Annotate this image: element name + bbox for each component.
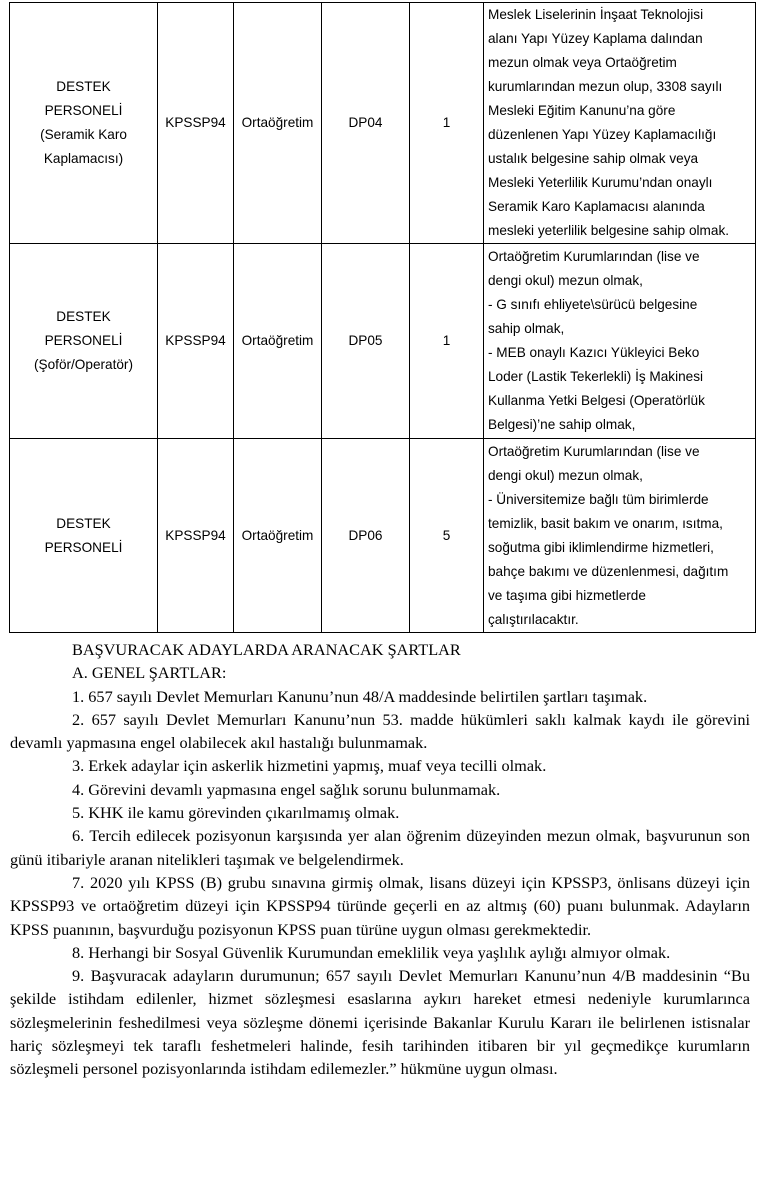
position-title-line: (Seramik Karo — [40, 127, 127, 142]
qualification-line: Loder (Lastik Tekerlekli) İş Makinesi — [488, 369, 704, 384]
qualification-line: temizlik, basit bakım ve onarım, ısıtma, — [488, 515, 723, 531]
count-cell: 5 — [410, 439, 484, 633]
qualification-line: dengi okul) mezun olmak, — [488, 467, 643, 483]
qualification-line: sahip olmak, — [488, 321, 565, 336]
requirement-item: 1. 657 sayılı Devlet Memurları Kanunu’nun 48/A maddesinde belirtilen şartları taşımak. — [72, 686, 648, 706]
requirement-item: 5. KHK ile kamu görevinden çıkarılmamış olmak. — [72, 803, 400, 823]
requirement-item: 3. Erkek adaylar için askerlik hizmetini yapmış, muaf veya tecilli olmak. — [72, 756, 547, 776]
section-heading: BAŞVURACAK ADAYLARDA ARANACAK ŞARTLAR — [72, 640, 461, 659]
qualification-line: bahçe bakımı ve düzenlenmesi, dağıtım — [488, 563, 729, 579]
qualification-line: Meslek Liselerinin İnşaat Teknolojisi — [488, 7, 704, 22]
qualification-line: kurumlarından mezun olup, 3308 sayılı — [488, 79, 723, 94]
score-type-cell: KPSSP94 — [158, 3, 234, 244]
education-cell: Ortaöğretim — [234, 244, 322, 439]
qualification-line: Seramik Karo Kaplamacısı alanında — [488, 199, 705, 214]
position-title-line: PERSONELİ — [44, 333, 123, 348]
qualifications-cell — [484, 3, 756, 244]
requirement-item: 9. Başvuracak adayların durumunun; 657 sayılı Devlet Memurları Kanunu’nun 4/B maddesinin “Bu şekilde istihdam edilenler, hizmet sözleşmesi esaslarına aykırı hareket etmesi nedeniyle kurumlarınca sözleşmelerinin feshedilmesi veya sözleşme dönemi içerisinde Bakanlar Kurulu Kararı ile belirlenen istisnalar hariç sözleşmeyi tek taraflı feshetmeleri halinde, fesih tarihinden itibaren bir yıl geçmedikçe kurumların sözleşmeli personel pozisyonlarında istihdam edilemezler.” hükmüne uygun olması. — [10, 966, 750, 1079]
education-cell: Ortaöğretim — [234, 3, 322, 244]
qualification-line: çalıştırılacaktır. — [488, 611, 579, 627]
position-title-line: PERSONELİ — [44, 539, 123, 555]
position-title-line: PERSONELİ — [44, 103, 123, 118]
qualification-line: mezun olmak veya Ortaöğretim — [488, 55, 677, 70]
qualification-line: alanı Yapı Yüzey Kaplama dalından — [488, 31, 703, 46]
position-code-cell: DP05 — [322, 244, 410, 439]
positions-table — [9, 2, 756, 633]
general-requirements-section — [10, 638, 750, 1081]
requirement-item: 6. Tercih edilecek pozisyonun karşısında yer alan öğrenim düzeyinden mezun olmak, başvurunun son günü itibariyle aranan nitelikleri taşımak ve belgelendirmek. — [10, 826, 750, 869]
education-cell: Ortaöğretim — [234, 439, 322, 633]
table-row — [10, 439, 756, 633]
qualification-line: Ortaöğretim Kurumlarından (lise ve — [488, 249, 700, 264]
qualification-line: Mesleki Eğitim Kanunu’na göre — [488, 103, 676, 118]
qualification-line: - MEB onaylı Kazıcı Yükleyici Beko — [488, 345, 700, 360]
qualification-line: Ortaöğretim Kurumlarından (lise ve — [488, 443, 700, 459]
section-subheading: A. GENEL ŞARTLAR: — [72, 663, 227, 683]
qualification-line: Belgesi)’ne sahip olmak, — [488, 417, 636, 432]
position-title-cell — [10, 439, 158, 633]
position-title-line: DESTEK — [56, 515, 111, 531]
qualification-line: - G sınıfı ehliyete\sürücü belgesine — [488, 297, 698, 312]
qualification-line: Kullanma Yetki Belgesi (Operatörlük — [488, 393, 705, 408]
position-title-cell — [10, 3, 158, 244]
score-type-cell: KPSSP94 — [158, 244, 234, 439]
requirement-item: 2. 657 sayılı Devlet Memurları Kanunu’nun 53. madde hükümleri saklı kalmak kaydı ile görevini devamlı yapmasına engel olabilecek akıl hastalığı bulunmamak. — [10, 709, 750, 753]
count-cell: 1 — [410, 244, 484, 439]
qualifications-cell — [484, 244, 756, 439]
requirement-item: 8. Herhangi bir Sosyal Güvenlik Kurumundan emeklilik veya yaşlılık aylığı almıyor olmak. — [72, 942, 671, 962]
qualification-line: - Üniversitemize bağlı tüm birimlerde — [488, 491, 709, 507]
position-title-cell — [10, 244, 158, 439]
qualification-line: soğutma gibi iklimlendirme hizmetleri, — [488, 539, 714, 555]
requirement-item: 7. 2020 yılı KPSS (B) grubu sınavına girmiş olmak, lisans düzeyi için KPSSP3, önlisans düzeyi için KPSSP93 ve ortaöğretim düzeyi için KPSSP94 türünde geçerli en az altmış (60) puanı bulunmak. Adayların KPSS puanının, başvurduğu pozisyonun KPSS puan türüne uygun olması gerekmektedir. — [10, 872, 750, 939]
qualification-line: mesleki yeterlilik belgesine sahip olmak. — [488, 223, 730, 238]
qualification-line: ustalık belgesine sahip olmak veya — [488, 151, 699, 166]
position-code-cell: DP04 — [322, 3, 410, 244]
qualification-line: dengi okul) mezun olmak, — [488, 273, 643, 288]
score-type-cell: KPSSP94 — [158, 439, 234, 633]
position-title-line: (Şoför/Operatör) — [34, 357, 133, 372]
position-title-line: DESTEK — [56, 79, 111, 94]
position-title-line: Kaplamacısı) — [43, 151, 124, 166]
position-title-line: DESTEK — [56, 309, 111, 324]
position-code-cell: DP06 — [322, 439, 410, 633]
count-cell: 1 — [410, 3, 484, 244]
qualifications-cell — [484, 439, 756, 633]
qualification-line: ve taşıma gibi hizmetlerde — [488, 587, 646, 603]
qualification-line: Mesleki Yeterlilik Kurumu’ndan onaylı — [488, 175, 713, 190]
requirement-item: 4. Görevini devamlı yapmasına engel sağlık sorunu bulunmamak. — [72, 779, 501, 799]
qualification-line: düzenlenen Yapı Yüzey Kaplamacılığı — [488, 127, 717, 142]
table-row — [10, 244, 756, 439]
table-row — [10, 3, 756, 244]
